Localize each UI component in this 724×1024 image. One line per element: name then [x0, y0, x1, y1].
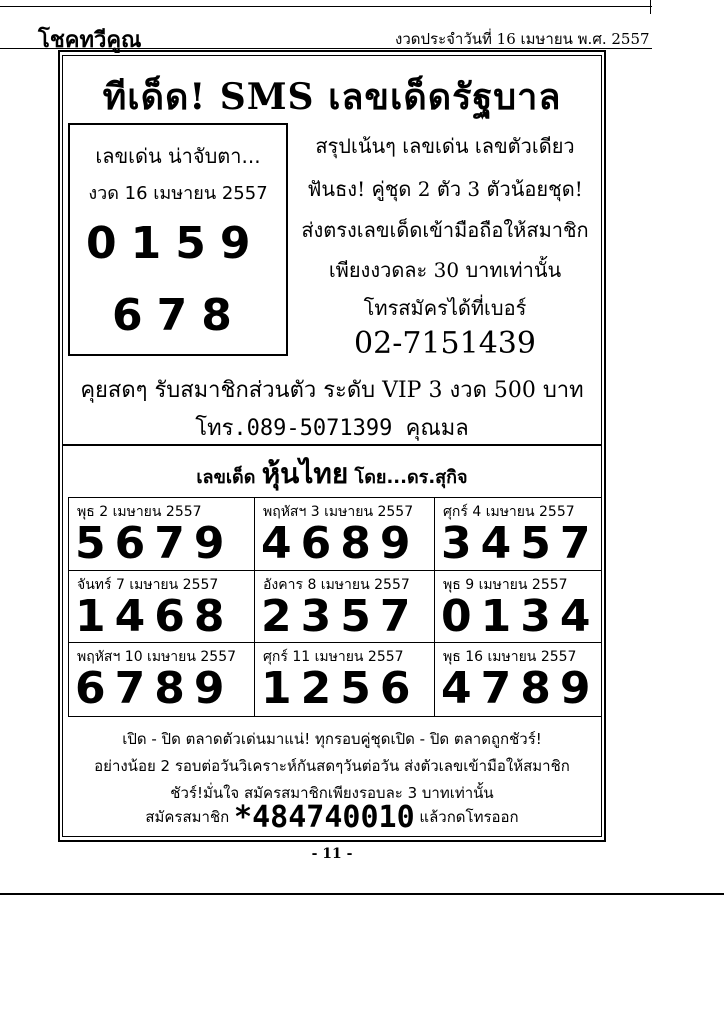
grid-cell	[435, 498, 601, 571]
grid-cell	[255, 643, 435, 716]
magazine-title: โชคทวีคูณ	[38, 28, 142, 53]
page-number: - 11 -	[311, 846, 353, 862]
signup-suffix: แล้วกดโทรออก	[419, 808, 519, 826]
corner-mark	[650, 0, 651, 14]
cell-digits: 2357	[261, 590, 420, 642]
cell-date: จันทร์ 7 เมษายน 2557	[77, 576, 219, 593]
featured-numbers-line1: 0159	[86, 218, 265, 269]
cell-digits: 5679	[75, 518, 234, 569]
bottom-rule	[0, 893, 724, 895]
cell-date: พุธ 16 เมษายน 2557	[443, 649, 577, 666]
signup-line	[62, 800, 602, 835]
grid-cell	[255, 571, 435, 644]
featured-draw-date: งวด 16 เมษายน 2557	[88, 183, 268, 204]
featured-numbers-line2: 678	[112, 290, 246, 341]
cell-date: พุธ 2 เมษายน 2557	[77, 504, 202, 520]
footer-line-3: ชัวร์!มั่นใจ สมัครสมาชิกเพียงรอบละ 3 บาทเท่านั้น	[170, 784, 494, 802]
footer-line-1: เปิด - ปิด ตลาดตัวเด่นมาแน่! ทุกรอบคู่ชุดเปิด - ปิด ตลาดถูกชัวร์!	[122, 730, 542, 748]
cell-date: อังคาร 8 เมษายน 2557	[263, 576, 410, 593]
grid-cell	[435, 571, 601, 644]
grid-cell	[69, 498, 255, 571]
cell-digits: 1468	[75, 590, 234, 642]
footer-line-2: อย่างน้อย 2 รอบต่อวันวิเคราะห์กันสดๆวันต่อวัน ส่งตัวเลขเข้ามือให้สมาชิก	[94, 757, 570, 775]
promo-line-4: เพียงงวดละ 30 บาทเท่านั้น	[328, 258, 562, 282]
stock-heading-brand: หุ้นไทย	[261, 457, 349, 490]
stock-numbers-grid	[68, 497, 602, 717]
top-rule	[0, 6, 652, 7]
cell-date: พฤหัสฯ 10 เมษายน 2557	[77, 649, 237, 666]
stock-section-heading	[62, 452, 602, 496]
vip-line: คุยสดๆ รับสมาชิกส่วนตัว ระดับ VIP 3 งวด 500 บาท	[80, 378, 584, 403]
promo-phone: 02-7151439	[354, 326, 536, 361]
cell-digits: 3457	[441, 518, 600, 569]
featured-heading: เลขเด่น น่าจับตา...	[95, 144, 261, 168]
ad-title: ทีเด็ด! SMS เลขเด็ดรัฐบาล	[102, 76, 562, 118]
signup-code: *484740010	[234, 800, 415, 835]
cell-digits: 4789	[441, 663, 600, 715]
cell-digits: 6789	[75, 663, 234, 715]
cell-date: พฤหัสฯ 3 เมษายน 2557	[263, 504, 414, 520]
cell-date: ศุกร์ 11 เมษายน 2557	[263, 649, 404, 666]
cell-digits: 0134	[441, 590, 600, 642]
stock-heading-prefix: เลขเด็ด	[196, 467, 256, 488]
issue-date: งวดประจำวันที่ 16 เมษายน พ.ศ. 2557	[395, 30, 650, 48]
promo-line-1: สรุปเน้นๆ เลขเด่น เลขตัวเดียว	[315, 134, 575, 158]
grid-cell	[69, 643, 255, 716]
stock-heading-author: โดย...ดร.สุกิจ	[354, 467, 468, 488]
cell-date: ศุกร์ 4 เมษายน 2557	[443, 504, 575, 520]
cell-digits: 1256	[261, 663, 420, 715]
grid-cell	[435, 643, 601, 716]
cell-date: พุธ 9 เมษายน 2557	[443, 576, 568, 593]
header-rule	[0, 48, 652, 49]
cell-digits: 4689	[261, 518, 420, 569]
promo-line-2: ฟันธง! คู่ชุด 2 ตัว 3 ตัวน้อยชุด!	[307, 177, 583, 201]
grid-cell	[255, 498, 435, 571]
grid-cell	[69, 571, 255, 644]
promo-line-5: โทรสมัครได้ที่เบอร์	[363, 296, 527, 320]
promo-line-3: ส่งตรงเลขเด็ดเข้ามือถือให้สมาชิก	[301, 218, 589, 242]
contact-line: โทร.089-5071399 คุณมล	[195, 416, 469, 441]
signup-prefix: สมัครสมาชิก	[145, 808, 230, 826]
